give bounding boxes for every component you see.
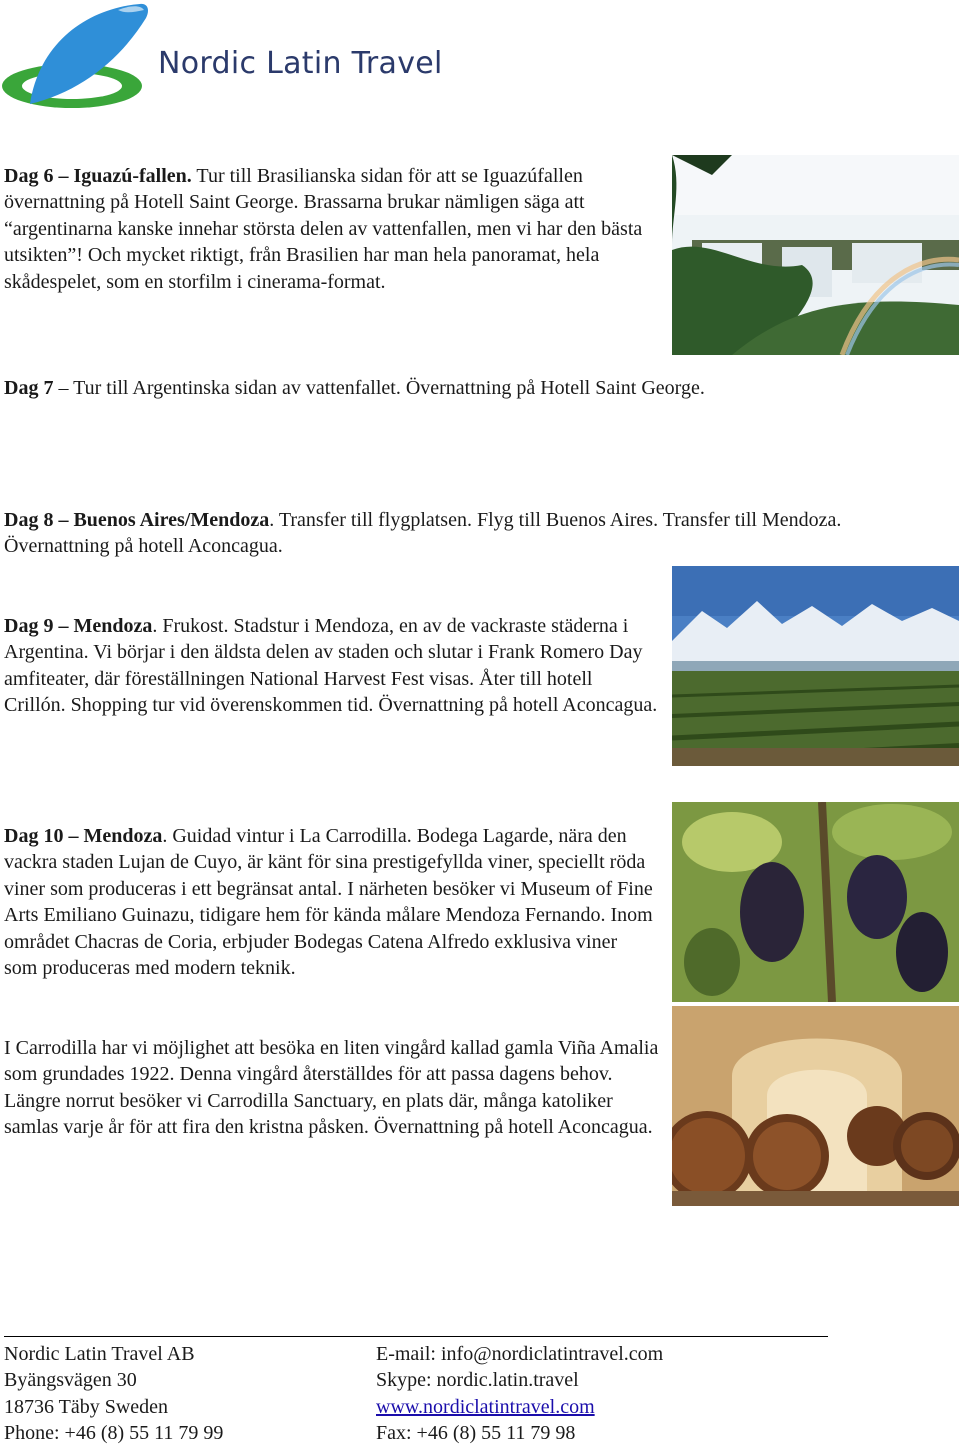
skype-handle: Skype: nordic.latin.travel — [376, 1369, 579, 1392]
wine-cellar-photo — [672, 1006, 959, 1206]
day-10-text: . Guidad vintur i La Carrodilla. Bodega Lagarde, nära den vackra staden Lujan de Cuyo, är känt för sina prestigefyllda viner, speciellt röda viner som produceras i ett begränsat antal. I närheten besöker vi Museum of Fine Arts Emiliano Guinazu, tidigare hem för kända målare Mendoza Fernando. Inom området Chacras de Coria, erbjuder Bodegas Catena Alfredo exklusiva viner som produceras med modern teknik. — [4, 825, 653, 980]
day-6-title: Dag 6 – Iguazú-fallen. — [4, 165, 192, 187]
brand-name: Nordic Latin Travel — [158, 46, 443, 81]
day-6-paragraph — [4, 163, 654, 295]
day-7-text: – Tur till Argentinska sidan av vattenfallet. Övernattning på Hotell Saint George. — [53, 377, 705, 399]
day-9-text: . Frukost. Stadstur i Mendoza, en av de vackraste städerna i Argentina. Vi börjar i den äldsta delen av staden och slutar i Frank Romero Day amfiteater, där föreställningen National Harvest Fest visas. Åter till hotell Crillón. Shopping tur vid överenskommen tid. Övernattning på hotell Aconcagua. — [4, 615, 658, 717]
day-8-title: Dag 8 – Buenos Aires/Mendoza — [4, 509, 270, 531]
day-6-text: Tur till Brasilianska sidan för att se Iguazúfallen övernattning på Hotell Saint George. Brassarna brukar nämligen säga att “argentinarna kanske innehar största delen av vattenfallen, men vi har den bästa utsikten”! Och mycket riktigt, från Brasilien har man hela panoramat, hela skådespelet, som en storfilm i cinerama-format. — [4, 165, 643, 293]
company-name: Nordic Latin Travel AB — [4, 1343, 195, 1365]
email-address[interactable]: E-mail: info@nordiclatintravel.com — [376, 1343, 664, 1365]
phone-number: Phone: +46 (8) 55 11 79 99 — [4, 1421, 224, 1444]
day-7-title: Dag 7 — [4, 377, 54, 399]
logo-emblem-icon — [0, 0, 160, 115]
day-10-paragraph — [4, 823, 654, 981]
grape-vine-photo — [672, 802, 959, 1002]
iguazu-falls-photo — [672, 155, 959, 355]
day-8-paragraph — [4, 507, 884, 560]
footer-contact — [376, 1341, 663, 1446]
day-9-title: Dag 9 – Mendoza — [4, 615, 153, 637]
carrodilla-paragraph: I Carrodilla har vi möjlighet att besöka en liten vingård kallad gamla Viña Amalia som grundades 1922. Denna vingård återställdes för att passa dagens behov. Längre norrut besöker vi Carrodilla Sanctuary, en plats där, många katoliker samlas varje år för att fira den kristna påsken. Övernattning på hotell Aconcagua. — [4, 1037, 659, 1139]
day-7-paragraph — [4, 375, 884, 401]
day-8-text: . Transfer till flygplatsen. Flyg till Buenos Aires. Transfer till Mendoza. Övernattning på hotell Aconcagua. — [4, 509, 842, 558]
website-link[interactable]: www.nordiclatintravel.com — [376, 1395, 595, 1418]
company-logo — [0, 0, 460, 115]
footer-address — [4, 1341, 223, 1446]
day-9-paragraph — [4, 613, 659, 719]
day-10-title: Dag 10 – Mendoza — [4, 825, 163, 847]
city-address: 18736 Täby Sweden — [4, 1395, 169, 1418]
footer-divider — [4, 1336, 828, 1337]
street-address: Byängsvägen 30 — [4, 1369, 137, 1392]
mendoza-mountains-photo — [672, 566, 959, 766]
fax-number: Fax: +46 (8) 55 11 79 98 — [376, 1421, 576, 1444]
